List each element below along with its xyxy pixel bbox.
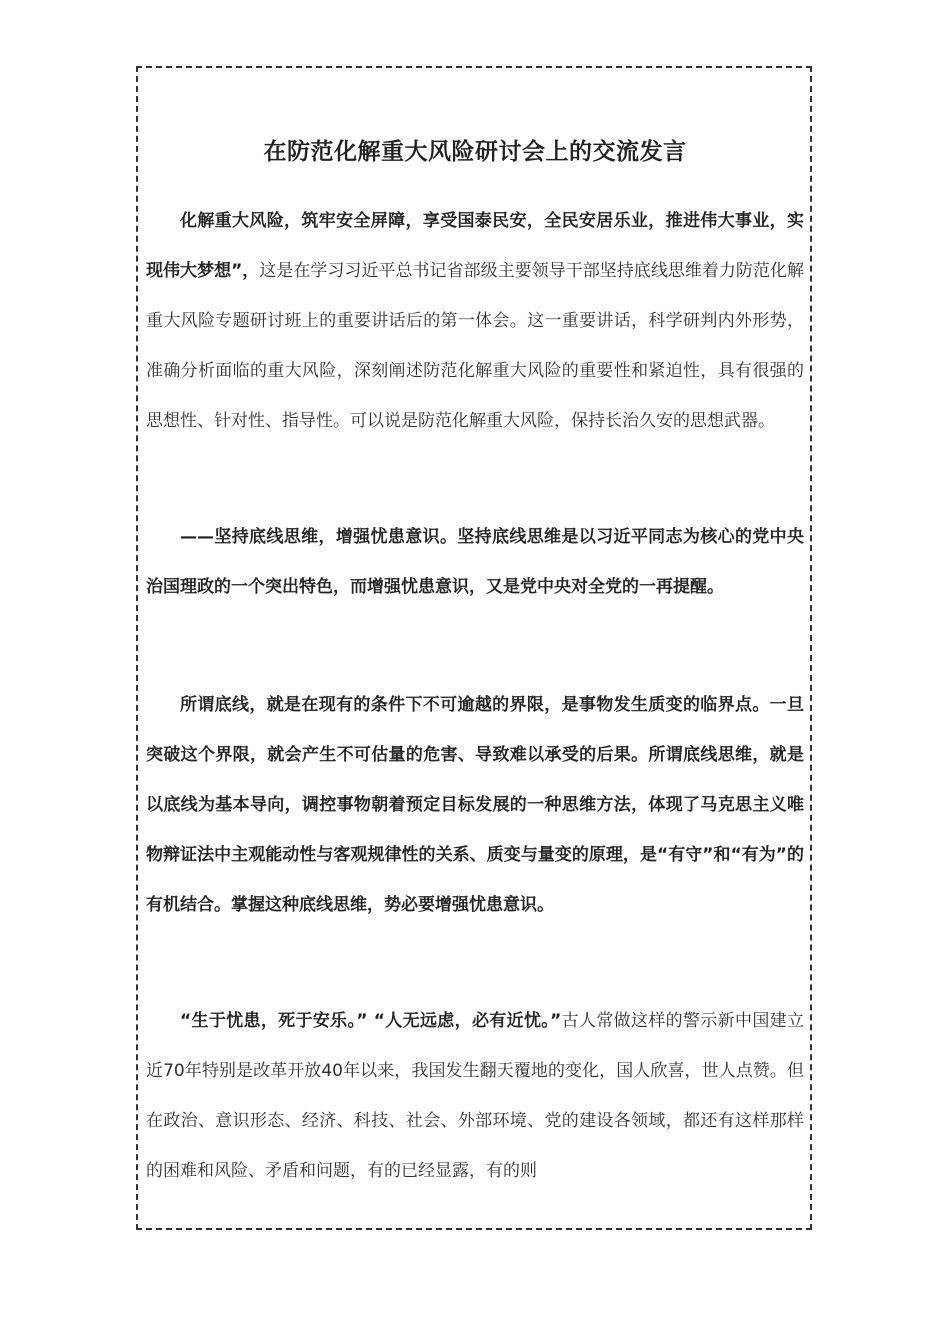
paragraph-3: 所谓底线，就是在现有的条件下不可逾越的界限，是事物发生质变的临界点。一旦突破这个界限，就会产生不可估量的危害、导致难以承受的后果。所谓底线思维，就是以底线为基本导向，调控事物朝着预定目标发展的一种思维方法，体现了马克思主义唯物辩证法中主观能动性与客观规律性的关系、质变与量变的原理，是“有守”和“有为”的有机结合。掌握这种底线思维，势必要增强忧患意识。 (146, 695, 804, 915)
page-frame (136, 66, 812, 1230)
paragraph-1-text: 这是在学习习近平总书记省部级主要领导干部坚持底线思维着力防范化解重大风险专题研讨班上的重要讲话后的第一体会。这一重要讲话，科学研判内外形势，准确分析面临的重大风险，深刻阐述防范化解重大风险的重要性和紧迫性，具有很强的思想性、针对性、指导性。可以说是防范化解重大风险，保持长治久安的思想武器。 (146, 261, 804, 431)
paragraph-1 (146, 196, 804, 446)
paragraph-4-text: 古人常做这样的警示新中国建立近70年特别是改革开放40年以来，我国发生翻天覆地的变化，国人欣喜，世人点赞。但在政治、意识形态、经济、科技、社会、外部环境、党的建设各领域，都还有这样那样的困难和风险、矛盾和问题，有的已经显露，有的则 (146, 1011, 805, 1181)
paragraph-4 (146, 996, 804, 1196)
paragraph-1-bold-lead: 化解重大风险，筑牢安全屏障，享受国泰民安，全民安居乐业，推进伟大事业，实现伟大梦想”， (146, 211, 804, 281)
document-title: 在防范化解重大风险研讨会上的交流发言 (263, 139, 687, 165)
paragraph-4-bold-lead: “生于忧患，死于安乐。” “人无远虑，必有近忧。” (180, 1011, 562, 1031)
paragraph-2: ——坚持底线思维，增强忧患意识。坚持底线思维是以习近平同志为核心的党中央治国理政的一个突出特色，而增强忧患意识，又是党中央对全党的一再提醒。 (146, 527, 804, 597)
